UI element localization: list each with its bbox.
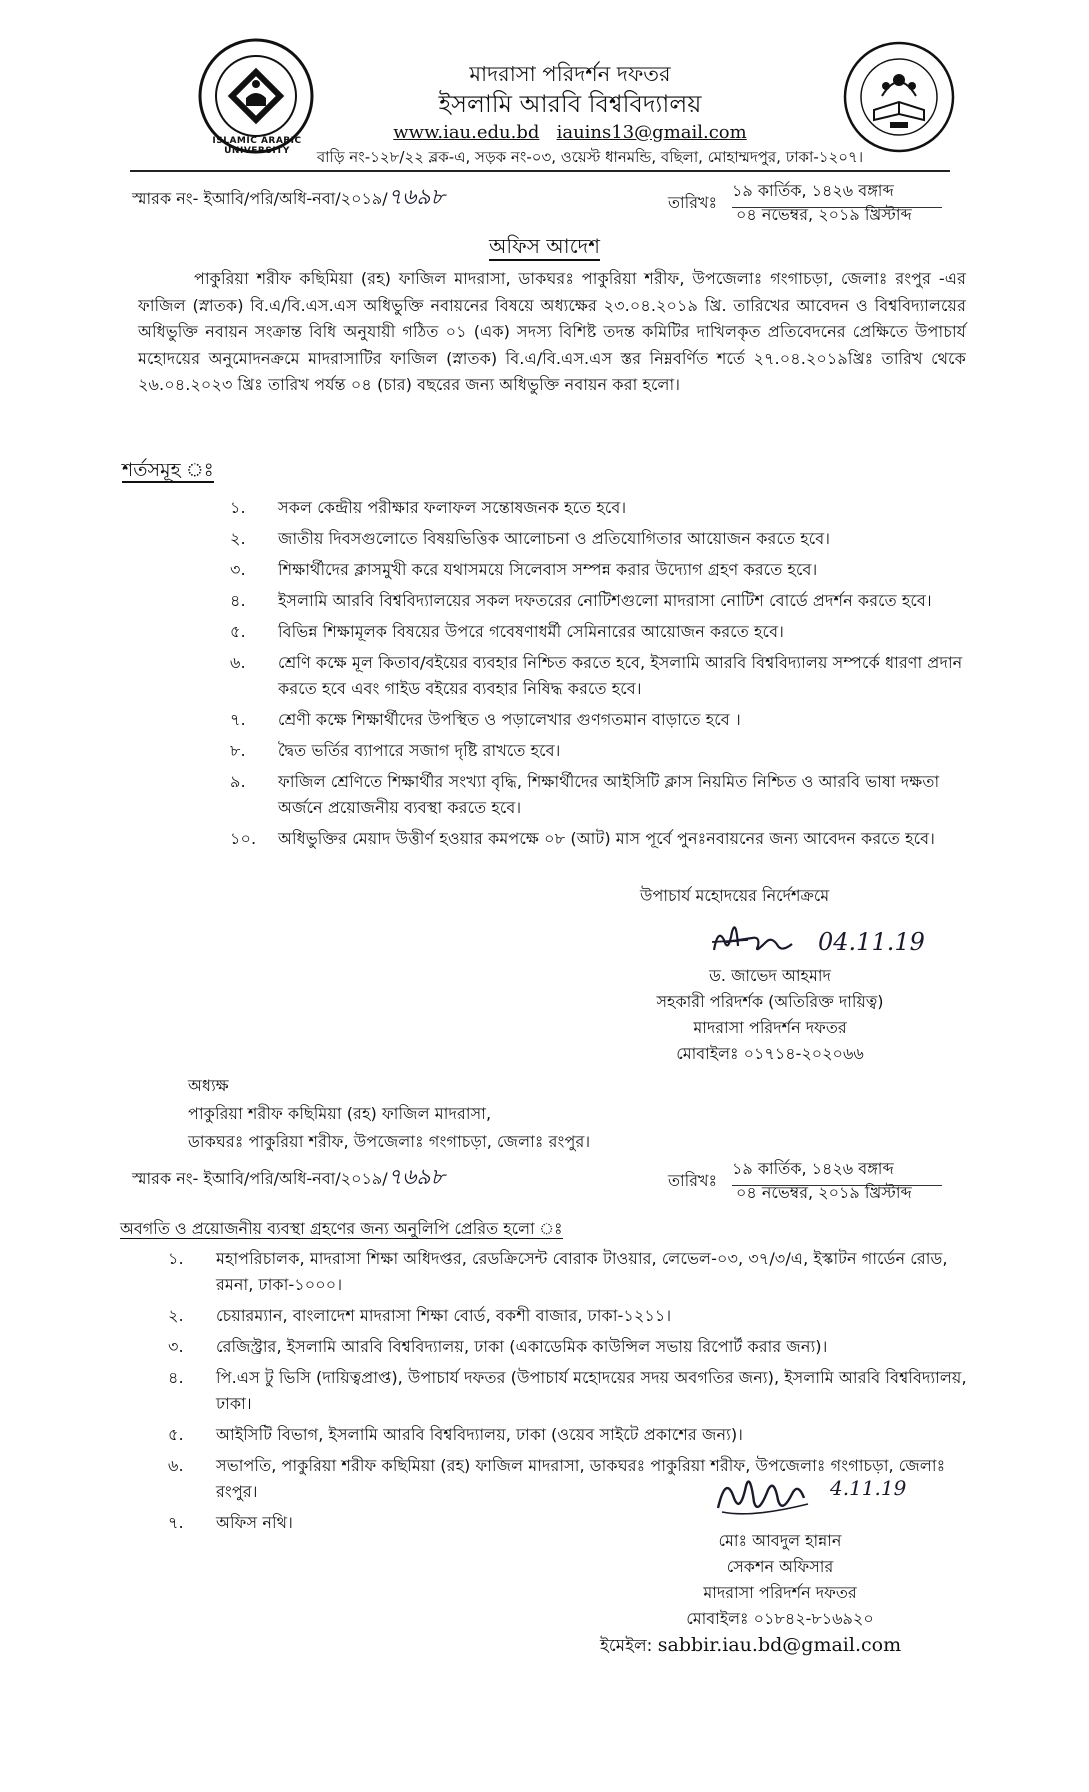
- condition-item-number: ৯.: [230, 772, 246, 791]
- date-bangla: ১৯ কার্তিক, ১৪২৬ বঙ্গাব্দ: [732, 178, 942, 208]
- copy-item-number: ৪.: [168, 1368, 184, 1387]
- signatory-1-mobile: মোবাইলঃ ০১৭১৪-২০২০৬৬: [676, 1044, 864, 1063]
- condition-item: [230, 557, 970, 583]
- date-english-2: ০৪ নভেম্বর, ২০১৯ খ্রিস্টাব্দ: [736, 1183, 912, 1202]
- conditions-list: [230, 495, 970, 857]
- signature-1-date: 04.11.19: [818, 928, 925, 956]
- condition-item-text: জাতীয় দিবসগুলোতে বিষয়ভিত্তিক আলোচনা ও প্রতিযোগিতার আয়োজন করতে হবে।: [278, 529, 831, 548]
- university-name: ইসলামি আরবি বিশ্ববিদ্যালয়: [438, 90, 702, 118]
- condition-item: [230, 588, 970, 614]
- address-line: বাড়ি নং-১২৮/২২ ব্লক-এ, সড়ক নং-০৩, ওয়েস্ট ধানমন্ডি, বছিলা, মোহাম্মদপুর, ঢাকা-১২০৭।: [316, 148, 864, 166]
- condition-item-number: ৮.: [230, 741, 246, 760]
- header-divider: [130, 170, 950, 172]
- condition-item-number: ৭.: [230, 710, 246, 729]
- signatory-1-office: মাদরাসা পরিদর্শন দফতর: [693, 1018, 847, 1037]
- university-logo: [196, 36, 316, 156]
- condition-item-text: শিক্ষার্থীদের ক্লাসমুখী করে যথাসময়ে সিলেবাস সম্পন্ন করার উদ্যোগ গ্রহণ করতে হবে।: [278, 560, 818, 579]
- condition-item-number: ৫.: [230, 622, 246, 641]
- body-paragraph: পাকুরিয়া শরীফ কছিমিয়া (রহ) ফাজিল মাদরাসা, ডাকঘরঃ পাকুরিয়া শরীফ, উপজেলাঃ গংগাচড়া, জেলাঃ রংপুর -এর ফাজিল (স্নাতক) বি.এ/বি.এস.এস অধিভুক্তি নবায়নের বিষয়ে অধ্যক্ষের ২৩.০৪.২০১৯ খ্রি. তারিখের আবেদন ও বিশ্ববিদ্যালয়ের অধিভুক্তি নবায়ন সংক্রান্ত বিধি অনুযায়ী গঠিত ০১ (এক) সদস্য বিশিষ্ট তদন্ত কমিটির দাখিলকৃত প্রতিবেদনের প্রেক্ষিতে উপাচার্য মহোদয়ের অনুমোদনক্রমে মাদরাসাটির ফাজিল (স্নাতক) বি.এ/বি.এস.এস স্তর নিম্নবর্ণিত শর্তে ২৭.০৪.২০১৯খ্রিঃ তারিখ থেকে ২৬.০৪.২০২৩ খ্রিঃ তারিখ পর্যন্ত ০৪ (চার) বছরের জন্য অধিভুক্তি নবায়ন করা হলো।: [138, 269, 966, 394]
- copies-heading-text: অবগতি ও প্রয়োজনীয় ব্যবস্থা গ্রহণের জন্য অনুলিপি প্রেরিত হলো ঃ: [120, 1219, 563, 1238]
- copy-item-text: সভাপতি, পাকুরিয়া শরীফ কছিমিয়া (রহ) ফাজিল মাদরাসা, ডাকঘরঃ পাকুরিয়া শরীফ, উপজেলাঃ গংগাচড়া, জেলাঃ রংপুর।: [216, 1456, 946, 1501]
- condition-item-number: ১০.: [230, 829, 257, 848]
- condition-item: [230, 526, 970, 552]
- date-label: তারিখঃ: [668, 193, 718, 212]
- copy-item-text: মহাপরিচালক, মাদরাসা শিক্ষা অধিদপ্তর, রেডক্রিসেন্ট বোরাক টাওয়ার, লেভেল-০৩, ৩৭/৩/এ, ইস্কাটন গার্ডেন রোড, রমনা, ঢাকা-১০০০।: [216, 1249, 948, 1294]
- signatory-2-office: মাদরাসা পরিদর্শন দফতর: [703, 1583, 857, 1602]
- signatory-2-mobile: মোবাইলঃ ০১৮৪২-৮১৬৯২০: [686, 1609, 874, 1628]
- copy-item: [168, 1303, 968, 1329]
- copy-item: [168, 1246, 968, 1298]
- signature-1: [708, 920, 828, 964]
- signatory-2-email-line: [600, 1633, 901, 1661]
- copy-item-text: পি.এস টু ভিসি (দায়িত্বপ্রাপ্ত), উপাচার্য দফতর (উপাচার্য মহোদয়ের সদয় অবগতির জন্য), ইসলামি আরবি বিশ্ববিদ্যালয়, ঢাকা।: [216, 1368, 967, 1413]
- signatory-2-block: [660, 1528, 900, 1632]
- copy-item-number: ৬.: [168, 1456, 184, 1475]
- condition-item: [230, 826, 970, 852]
- condition-item-number: ২.: [230, 529, 246, 548]
- copies-heading: [120, 1216, 563, 1243]
- condition-item-text: শ্রেণি কক্ষে মূল কিতাব/বইয়ের ব্যবহার নিশ্চিত করতে হবে, ইসলামি আরবি বিশ্ববিদ্যালয় সম্পর্কে ধারণা প্রদান করতে হবে এবং গাইড বইয়ের ব্যবহার নিষিদ্ধ করতে হবে।: [278, 653, 963, 698]
- conditions-heading-text: শর্তসমূহ ঃ: [122, 459, 214, 481]
- condition-item-number: ১.: [230, 498, 246, 517]
- copy-item: [168, 1422, 968, 1448]
- signatory-1-designation: সহকারী পরিদর্শক (অতিরিক্ত দায়িত্ব): [656, 992, 884, 1011]
- condition-item-number: ৩.: [230, 560, 246, 579]
- condition-item-text: সকল কেন্দ্রীয় পরীক্ষার ফলাফল সন্তোষজনক হতে হবে।: [278, 498, 627, 517]
- by-order-line: উপাচার্য মহোদয়ের নির্দেশক্রমে: [640, 886, 830, 905]
- copy-item-number: ৭.: [168, 1513, 184, 1532]
- recipient-line-1: পাকুরিয়া শরীফ কছিমিয়া (রহ) ফাজিল মাদরাসা,: [188, 1104, 492, 1123]
- condition-item: [230, 619, 970, 645]
- date-label-2: তারিখঃ: [668, 1171, 718, 1190]
- copy-item: [168, 1334, 968, 1360]
- condition-item: [230, 707, 970, 733]
- copy-item-number: ১.: [168, 1249, 184, 1268]
- conditions-heading: [122, 456, 214, 488]
- mujib-year-logo: [842, 40, 956, 154]
- condition-item-text: শ্রেণী কক্ষে শিক্ষার্থীদের উপস্থিত ও পড়ালেখার গুণগতমান বাড়াতে হবে ।: [278, 710, 741, 729]
- signature-icon-2: [712, 1468, 832, 1528]
- signature-2-date: 4.11.19: [830, 1476, 907, 1500]
- email-label: ইমেইল:: [600, 1636, 653, 1656]
- condition-item: [230, 495, 970, 521]
- copy-item-number: ৩.: [168, 1337, 184, 1356]
- logo-english-text: ISLAMIC ARABIC UNIVERSITY: [212, 136, 302, 156]
- signatory-2-email[interactable]: sabbir.iau.bd@gmail.com: [657, 1634, 902, 1656]
- date-bangla-2: ১৯ কার্তিক, ১৪২৬ বঙ্গাব্দ: [732, 1156, 942, 1186]
- signature-2: [712, 1468, 832, 1528]
- copy-item-text: আইসিটি বিভাগ, ইসলামি আরবি বিশ্ববিদ্যালয়, ঢাকা (ওয়েব সাইটে প্রকাশের জন্য)।: [216, 1425, 743, 1444]
- copy-item-text: চেয়ারম্যান, বাংলাদেশ মাদরাসা শিক্ষা বোর্ড, বকশী বাজার, ঢাকা-১২১১।: [216, 1306, 672, 1325]
- condition-item-number: ৪.: [230, 591, 246, 610]
- recipient-title: অধ্যক্ষ: [188, 1076, 229, 1095]
- copy-item: [168, 1365, 968, 1417]
- memo-reference-label: স্মারক নং- ইআবি/পরি/অধি-নবা/২০১৯/: [132, 189, 388, 208]
- page-title: [0, 232, 1089, 265]
- condition-item-number: ৬.: [230, 653, 246, 672]
- memo-reference-number: ৭৬৯৮: [387, 185, 445, 210]
- condition-item-text: দ্বৈত ভর্তির ব্যাপারে সজাগ দৃষ্টি রাখতে হবে।: [278, 741, 561, 760]
- signatory-1-block: [620, 963, 920, 1067]
- copy-item-text: অফিস নথি।: [216, 1513, 293, 1532]
- condition-item-text: অধিভুক্তির মেয়াদ উত্তীর্ণ হওয়ার কমপক্ষে ০৮ (আট) মাস পূর্বে পুনঃনবায়নের জন্য আবেদন করতে হবে।: [278, 829, 935, 848]
- date-english: ০৪ নভেম্বর, ২০১৯ খ্রিস্টাব্দ: [736, 205, 912, 224]
- memo-reference: [132, 180, 445, 217]
- condition-item-text: বিভিন্ন শিক্ষামূলক বিষয়ের উপরে গবেষণাধর্মী সেমিনারের আয়োজন করতে হবে।: [278, 622, 784, 641]
- email-link[interactable]: iauins13@gmail.com: [556, 122, 747, 143]
- memo-reference-label-2: স্মারক নং- ইআবি/পরি/অধি-নবা/২০১৯/: [132, 1169, 388, 1188]
- condition-item-text: ফাজিল শ্রেণিতে শিক্ষার্থীর সংখ্যা বৃদ্ধি, শিক্ষার্থীদের আইসিটি ক্লাস নিয়মিত নিশ্চিত ও আরবি ভাষা দক্ষতা অর্জনে প্রয়োজনীয় ব্যবস্থা করতে হবে।: [278, 772, 940, 817]
- copy-item-number: ২.: [168, 1306, 184, 1325]
- condition-item-text: ইসলামি আরবি বিশ্ববিদ্যালয়ের সকল দফতরের নোটিশগুলো মাদরাসা নোটিশ বোর্ডে প্রদর্শন করতে হবে।: [278, 591, 932, 610]
- office-name: মাদরাসা পরিদর্শন দফতর: [469, 62, 671, 86]
- copy-item-number: ৫.: [168, 1425, 184, 1444]
- recipient-line-2: ডাকঘরঃ পাকুরিয়া শরীফ, উপজেলাঃ গংগাচড়া, জেলাঃ রংপুর।: [188, 1132, 591, 1151]
- condition-item: [230, 650, 970, 702]
- condition-item: [230, 769, 970, 821]
- recipient-block: [188, 1072, 590, 1156]
- contact-line: [330, 122, 810, 143]
- signatory-1-name: ড. জাভেদ আহমাদ: [709, 966, 831, 985]
- condition-item: [230, 738, 970, 764]
- memo-reference-number-2: ৭৬৯৮: [387, 1165, 445, 1190]
- copy-item-text: রেজিস্ট্রার, ইসলামি আরবি বিশ্ববিদ্যালয়, ঢাকা (একাডেমিক কাউন্সিল সভায় রিপোর্ট করার জন্য)।: [216, 1337, 828, 1356]
- signatory-2-name: মোঃ আবদুল হান্নান: [718, 1531, 842, 1550]
- page-title-text: অফিস আদেশ: [489, 234, 600, 261]
- website-link[interactable]: www.iau.edu.bd: [393, 122, 540, 143]
- signatory-2-designation: সেকশন অফিসার: [726, 1557, 834, 1576]
- memo-reference-2: [132, 1160, 445, 1197]
- emblem-icon: [842, 40, 956, 154]
- signature-icon: [708, 920, 828, 964]
